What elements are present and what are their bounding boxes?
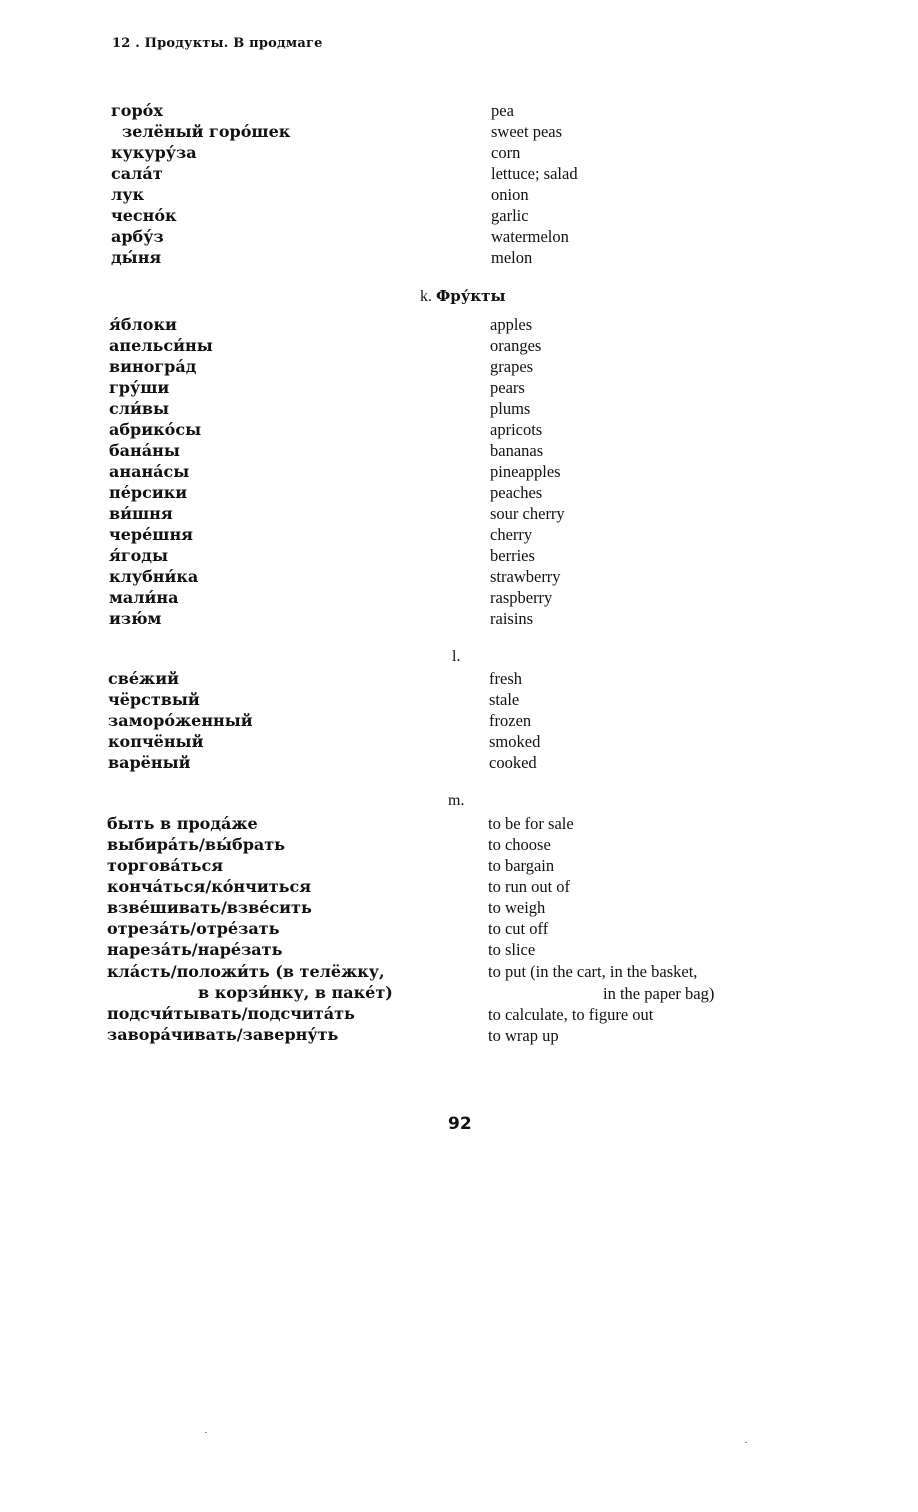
en-word: apricots [490,420,543,439]
en-word: to choose [488,835,551,854]
running-header: 12 . Продукты. В продмаге [112,36,323,51]
ru-word: апельси́ны [109,336,213,355]
section-label: m. [448,792,465,809]
ru-word: я́годы [109,546,168,565]
en-word: cooked [489,753,537,772]
en-word: pears [490,378,525,397]
en-word: sweet peas [491,122,563,141]
section-title: Фру́кты [436,287,506,305]
ru-word: чере́шня [109,525,193,544]
ru-word: абрико́сы [109,420,202,439]
ru-word: заморо́женный [108,711,253,730]
en-word: bananas [490,441,544,460]
ru-word: зелёный горо́шек [122,122,291,141]
en-word: to bargain [488,856,555,875]
en-word: frozen [489,711,532,730]
ru-word: ды́ня [111,248,162,267]
en-word-continuation: in the paper bag) [603,984,715,1003]
en-word: berries [490,546,535,565]
en-word: garlic [491,206,529,225]
en-word: to put (in the cart, in the basket, [488,962,698,981]
ru-word: выбира́ть/вы́брать [107,835,286,854]
en-word: cherry [490,525,533,544]
en-word: corn [491,143,521,162]
ru-word: сли́вы [109,399,170,418]
ru-word: торгова́ться [107,856,224,875]
en-word: pineapples [490,462,561,481]
ru-word: све́жий [108,669,179,688]
ru-word: завора́чивать/заверну́ть [107,1025,339,1044]
ru-word: чесно́к [111,206,177,225]
en-word: grapes [490,357,534,376]
scan-speck [205,1432,207,1433]
scan-speck [745,1442,747,1443]
ru-word: взве́шивать/взве́сить [107,898,312,917]
en-word: to calculate, to figure out [488,1005,654,1024]
en-word: oranges [490,336,542,355]
ru-word-continuation: в корзи́нку, в паке́т) [198,983,393,1002]
en-word: sour cherry [490,504,565,523]
en-word: pea [491,101,514,120]
en-word: watermelon [491,227,569,246]
en-word: apples [490,315,533,334]
ru-word: нареза́ть/наре́зать [107,940,283,959]
ru-word: ви́шня [109,504,173,523]
ru-word: копчёный [108,732,204,751]
en-word: to wrap up [488,1026,559,1045]
ru-word: я́блоки [109,315,177,334]
ru-word: сала́т [111,164,163,183]
ru-word: пе́рсики [109,483,188,502]
en-word: to cut off [488,919,549,938]
ru-word: виногра́д [109,357,197,376]
ru-word: анана́сы [109,462,190,481]
ru-word: быть в прода́же [107,814,258,833]
en-word: lettuce; salad [491,164,578,183]
en-word: to be for sale [488,814,574,833]
ru-word: варёный [108,753,191,772]
en-word: raisins [490,609,534,628]
ru-word: горо́х [111,101,163,120]
section-heading-l [452,648,460,666]
ru-word: клубни́ка [109,567,199,586]
ru-word: гру́ши [109,378,170,397]
en-word: strawberry [490,567,561,586]
ru-word: изю́м [109,609,162,628]
ru-word: мали́на [109,588,179,607]
en-word: to weigh [488,898,546,917]
ru-word: лук [111,185,145,204]
en-word: to slice [488,940,536,959]
section-heading-k [420,287,506,306]
en-word: raspberry [490,588,553,607]
section-heading-m [448,792,464,810]
en-word: smoked [489,732,541,751]
ru-word: кукуру́за [111,143,197,162]
section-label: k. [420,288,432,305]
en-word: stale [489,690,520,709]
page-number: 92 [448,1114,472,1134]
en-word: melon [491,248,533,267]
en-word: to run out of [488,877,571,896]
en-word: peaches [490,483,543,502]
en-word: plums [490,399,531,418]
ru-word: арбу́з [111,227,164,246]
ru-word: конча́ться/ко́нчиться [107,877,312,896]
ru-word: отреза́ть/отре́зать [107,919,280,938]
ru-word: подсчи́тывать/подсчита́ть [107,1004,355,1023]
section-label: l. [452,648,461,665]
ru-word: бана́ны [109,441,180,460]
ru-word: кла́сть/положи́ть (в телёжку, [107,962,385,981]
en-word: onion [491,185,529,204]
en-word: fresh [489,669,522,688]
ru-word: чёрствый [108,690,200,709]
